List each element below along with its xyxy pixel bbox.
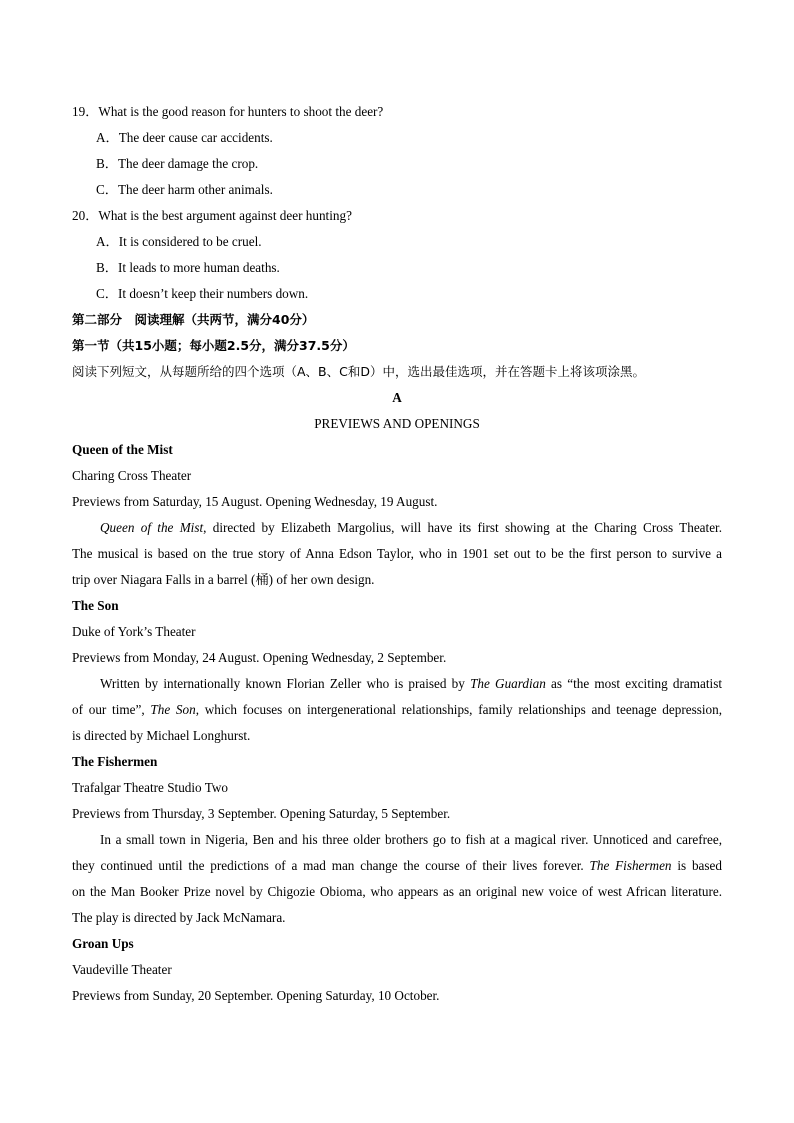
description-line [72, 905, 722, 931]
question-19-option-a: A．The deer cause car accidents. [96, 130, 273, 145]
italic-title-text: The Guardian [470, 676, 546, 691]
description-line [72, 879, 722, 905]
description-line [72, 515, 722, 541]
show-venue: Trafalgar Theatre Studio Two [72, 780, 228, 795]
question-20-stem: 20．What is the best argument against deer hunting? [72, 208, 352, 223]
page-content [72, 99, 722, 1009]
show-venue: Vaudeville Theater [72, 962, 172, 977]
show-dates: Previews from Monday, 24 August. Opening Wednesday, 2 September. [72, 650, 447, 665]
show-title: Queen of the Mist [72, 442, 173, 457]
show-venue: Duke of York’s Theater [72, 624, 196, 639]
italic-title-text: Queen of the Mist [100, 520, 204, 535]
show-dates: Previews from Thursday, 3 September. Opening Saturday, 5 September. [72, 806, 451, 821]
description-line [72, 541, 722, 567]
description-text: is based [671, 858, 722, 873]
question-20-option-c: C．It doesn’t keep their numbers down. [96, 286, 309, 301]
section-instruction: 阅读下列短文，从每题所给的四个选项（A、B、C和D）中，选出最佳选项，并在答题卡上将该项涂黑。 [72, 364, 645, 379]
description-text: The musical is based on the true story of Anna Edson Taylor, who in 1901 set out to be the first person to survive a [72, 546, 722, 561]
description-line [72, 853, 722, 879]
show-description [72, 515, 722, 593]
description-text: In a small town in Nigeria, Ben and his three older brothers go to fish at a magical river. Unnoticed and carefree, [100, 832, 722, 847]
passage-title: PREVIEWS AND OPENINGS [314, 416, 480, 431]
show-title: Groan Ups [72, 936, 134, 951]
description-text: is directed by Michael Longhurst. [72, 728, 251, 743]
show-venue: Charing Cross Theater [72, 468, 192, 483]
italic-title-text: The Son [150, 702, 196, 717]
show-title: The Fishermen [72, 754, 158, 769]
passage-letter: A [392, 390, 402, 405]
description-text: Written by internationally known Florian Zeller who is praised by [100, 676, 471, 691]
italic-title-text: The Fishermen [589, 858, 672, 873]
question-20-option-a: A．It is considered to be cruel. [96, 234, 262, 249]
description-line [72, 671, 722, 697]
description-text: trip over Niagara Falls in a barrel (桶) of her own design. [72, 572, 375, 587]
question-20-option-b: B．It leads to more human deaths. [96, 260, 280, 275]
show-description [72, 671, 722, 749]
section-heading: 第一节（共15小题；每小题2.5分，满分37.5分） [72, 338, 355, 353]
description-text: of our time”, [72, 702, 151, 717]
show-dates: Previews from Saturday, 15 August. Opening Wednesday, 19 August. [72, 494, 438, 509]
description-text: , which focuses on intergenerational relationships, family relationships and teenage depression, [195, 702, 723, 717]
question-19-stem: 19．What is the good reason for hunters to shoot the deer? [72, 104, 384, 119]
description-text: as “the most exciting dramatist [545, 676, 722, 691]
part-heading: 第二部分 阅读理解（共两节，满分40分） [72, 312, 315, 327]
description-line [72, 567, 722, 593]
description-line [72, 697, 722, 723]
passage-entries [72, 437, 722, 1009]
description-text: they continued until the predictions of a mad man change the course of their lives forever. [72, 858, 590, 873]
show-dates: Previews from Sunday, 20 September. Opening Saturday, 10 October. [72, 988, 440, 1003]
description-text: on the Man Booker Prize novel by Chigozie Obioma, who appears as an original new voice of west African literature. [72, 884, 722, 899]
show-title: The Son [72, 598, 119, 613]
question-19-option-b: B．The deer damage the crop. [96, 156, 259, 171]
question-19-option-c: C．The deer harm other animals. [96, 182, 273, 197]
description-text: The play is directed by Jack McNamara. [72, 910, 286, 925]
description-text: , directed by Elizabeth Margolius, will have its first showing at the Charing Cross Theater. [203, 520, 723, 535]
show-description [72, 827, 722, 931]
description-line [72, 723, 722, 749]
description-line [72, 827, 722, 853]
